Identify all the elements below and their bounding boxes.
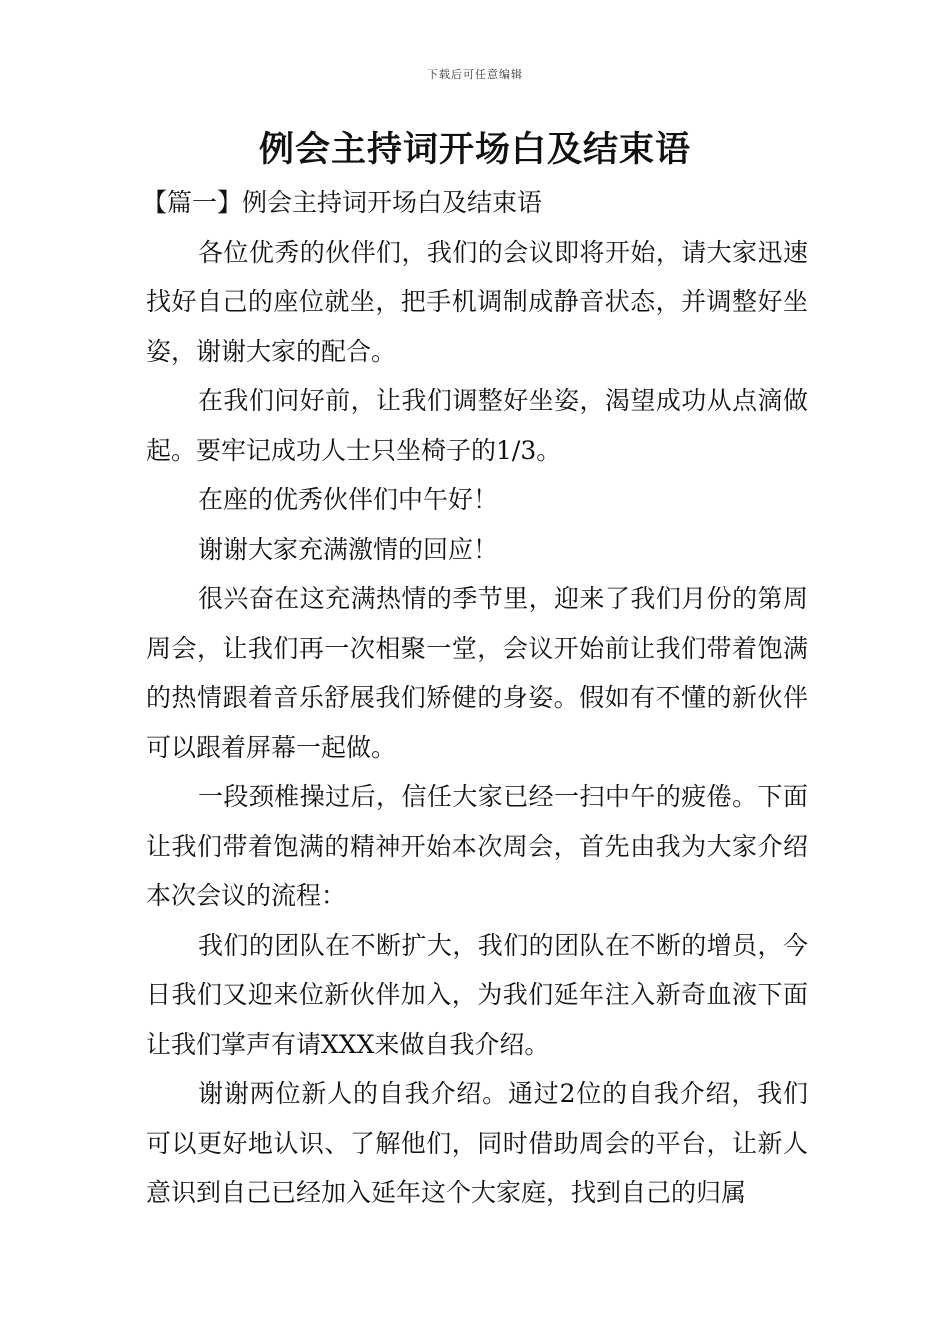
paragraph: 很兴奋在这充满热情的季节里，迎来了我们月份的第周周会，让我们再一次相聚一堂，会议开始前让我们带着饱满的热情跟着音乐舒展我们矫健的身姿。假如有不懂的新伙伴可以跟着屏幕一起做。 (146, 584, 808, 762)
header-note: 下载后可任意编辑 (427, 68, 523, 81)
section-heading: 【篇一】例会主持词开场白及结束语 (142, 188, 543, 217)
paragraph: 谢谢大家充满激情的回应！ (198, 534, 499, 564)
paragraph: 我们的团队在不断扩大，我们的团队在不断的增员，今日我们又迎来位新伙伴加入，为我们延年注入新奇血液下面让我们掌声有请XXX来做自我介绍。 (146, 930, 808, 1059)
paragraph: 谢谢两位新人的自我介绍。通过2位的自我介绍，我们可以更好地认识、了解他们，同时借助周会的平台，让新人意识到自己已经加入延年这个大家庭，找到自己的归属 (146, 1079, 808, 1207)
document-body (142, 178, 808, 1218)
document-title: 例会主持词开场白及结束语 (258, 129, 691, 170)
paragraph: 各位优秀的伙伴们，我们的会议即将开始，请大家迅速找好自己的座位就坐，把手机调制成静音状态，并调整好坐姿，谢谢大家的配合。 (146, 237, 808, 366)
paragraph: 在座的优秀伙伴们中午好！ (198, 485, 499, 514)
paragraph: 一段颈椎操过后，信任大家已经一扫中午的疲倦。下面让我们带着饱满的精神开始本次周会，首先由我为大家介绍本次会议的流程： (146, 782, 808, 910)
paragraph: 在我们问好前，让我们调整好坐姿，渴望成功从点滴做起。要牢记成功人士只坐椅子的1/3。 (146, 386, 808, 465)
